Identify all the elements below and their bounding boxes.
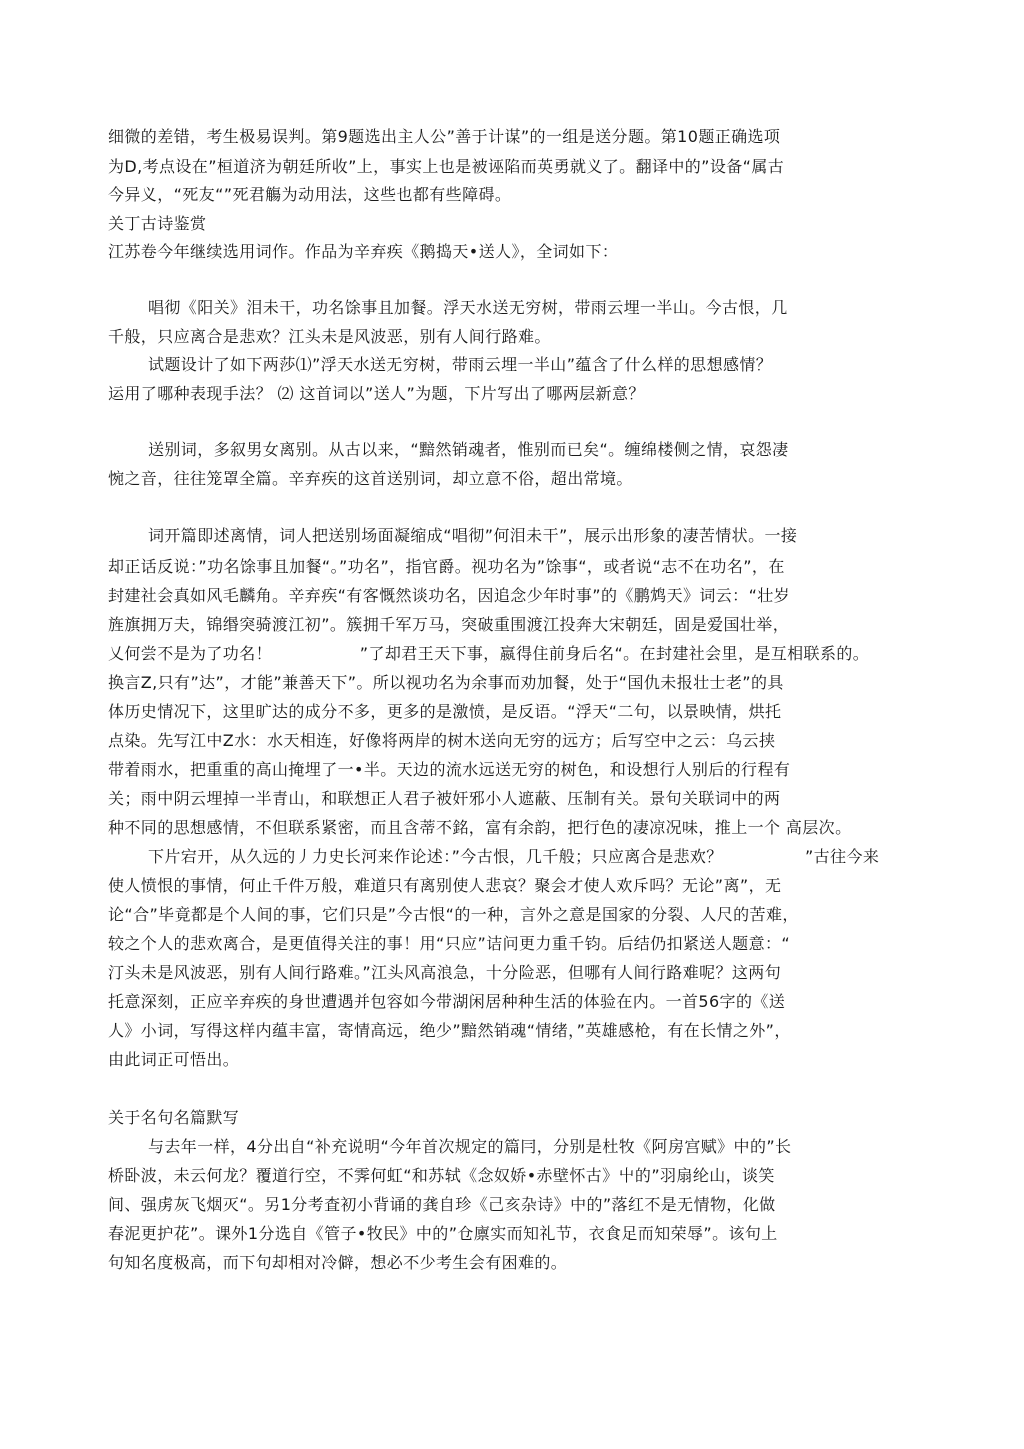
text-line: 带着雨水，把重重的高山掩埋了一•半。天边的流水远送无穷的树色，和设想行人别后的行程有 xyxy=(108,760,791,779)
text-line: 关；雨中阴云埋掉一半青山，和联想正人君子被奸邪小人遮蔽、压制有关。景句关联词中的两 xyxy=(108,789,781,808)
text-line: 种不同的思想感情，不但联系紧密，而且含蒂不銘，富有余韵，把行色的凄凉况味，推上一个 高层次。 xyxy=(108,818,852,837)
text-line: 惋之音，往往笼罩全篇。辛弃疾的这首送别词，却立意不俗，超出常境。 xyxy=(108,469,633,488)
text-line: 下片宕开，从久远的丿力史长河来作论述：”今古恨，几千般；只应离合是悲欢？ ”古往今来 xyxy=(148,847,880,866)
text-line: 点染。先写江中Z水：水天相连，好像将两岸的树木送向无穷的远方；后写空中之云：乌云挟 xyxy=(108,731,776,750)
text-line: 为D,考点设在”桓道济为朝廷所收”上，事实上也是被诬陷而英勇就义了。翻译中的”设备“属古 xyxy=(108,157,785,176)
text-line: 旌旗拥万夫，锦缗突骑渡江初”。簇拥千军万马，突破重围渡江投奔大宋朝廷，固是爱国壮举， xyxy=(108,615,790,634)
text-line: 却正话反说：”功名馀事且加餐“。”功名”，指官爵。视功名为”馀事“，或者说“志不在功名”，在 xyxy=(108,557,785,576)
text-line: 人》小词，写得这样内蕴丰富，寄情高远，绝少”黯然销魂“情绪，”英雄感枪，有在长情之外”， xyxy=(108,1021,791,1040)
text-line: 汀头未是风波恶，别有人间行路难。”江头风高浪急，十分险恶，但哪有人间行路难呢？这两句 xyxy=(108,963,782,982)
section-heading: 关于名句名篇默写 xyxy=(108,1108,240,1127)
text-line: 换言Z,只有”达”，才能”兼善天下”。所以视功名为余事而劝加餐，处于“国仇未报壮士老”的具 xyxy=(108,673,784,692)
text-line: 细微的差错，考生极易误判。第9题选出主人公”善于计谋”的一组是送分题。第10题正确选项 xyxy=(108,127,781,146)
text-line: 桥卧波，未云何龙？覆道行空，不霁何虹“和苏轼《念奴娇•赤壁怀古》屮的”羽扇纶山，谈笑 xyxy=(108,1166,775,1185)
question-line: 运用了哪种表现手法？ ⑵ 这首词以”送人”为题，下片写出了哪两层新意？ xyxy=(108,384,645,403)
text-line: 词开篇即述离情，词人把送别场面凝缩成“唱彻”何泪未干”，展示出形象的凄苦情状。一接 xyxy=(148,526,798,545)
text-line: 送别词，多叙男女离别。从古以来，“黯然销魂者，惟别而已矣“。缠绵楼侧之情，哀怨凄 xyxy=(148,440,789,459)
text-line: 间、强虏灰飞烟灭“。另1分考査初小背诵的龚自珍《己亥杂诗》中的”落红不是无情物，化做 xyxy=(108,1195,776,1214)
poem-line: 唱彻《阳关》泪未干，功名馀事且加餐。浮天水送无穷树，带雨云埋一半山。今古恨，几 xyxy=(148,298,788,317)
text-line: 江苏卷今年继续选用词作。作品为辛弃疾《鹅捣天•送人》，全词如下： xyxy=(108,242,619,261)
question-line: 试题设计了如下两莎⑴”浮天水送无穷树，带雨云埋一半山”蕴含了什么样的思想感情？ xyxy=(148,355,773,374)
text-line: 由此词正可悟出。 xyxy=(108,1050,240,1069)
text-line: 句知名度极高，而下句却相对冷僻，想必不少考生会有困难的。 xyxy=(108,1253,568,1272)
text-line: 乂何尝不是为了功名！ ”了却君王天下事，嬴得住前身后名“。在封建社会里，是互相联系的。 xyxy=(108,644,870,663)
text-line: 较之个人的悲欢离合，是更值得关注的事！用“只应”诘问更力重千钧。后结仍扣紧送人题意：“ xyxy=(108,934,791,953)
text-line: 托意深刻，正应辛弃疾的身世遭遇并包容如今带湖闲居种种生活的体验在内。一首56字的《送 xyxy=(108,992,786,1011)
text-line: 体历史情况下，这里旷达的成分不多，更多的是激愤，是反语。“浮天“二句，以景映情，烘托 xyxy=(108,702,782,721)
text-line: 春泥更护花”。课外1分选自《管子•牧民》中的”仓廪实而知礼节，衣食足而知荣辱”。该句上 xyxy=(108,1224,778,1243)
text-line: 与去年一样，4分出自“补充说明“今年首次规定的篇冃，分别是杜牧《阿房宫赋》中的”长 xyxy=(148,1137,792,1156)
text-line: 封建社会真如风毛麟角。辛弃疾“有客慨然谈功名，因追念少年时事”的《鹏鸩天》词云：“壮岁 xyxy=(108,586,791,605)
section-heading: 关丁古诗鉴赏 xyxy=(108,214,207,233)
text-line: 今异义，“死友“”死君觴为动用法，这些也都有些障碍。 xyxy=(108,185,512,204)
text-line: 使人愤恨的事情，何止千件万般，难道只有离别使人悲哀？聚会才使人欢斥吗？无论”离”，无 xyxy=(108,876,782,895)
poem-line: 千般，只应离合是悲欢？江头未是风波恶，别有人间行路难。 xyxy=(108,327,551,346)
text-line: 论“合”毕竟都是个人间的事，它们只是”今古恨“的一种，言外之意是国家的分裂、人尺的苦难， xyxy=(108,905,799,924)
